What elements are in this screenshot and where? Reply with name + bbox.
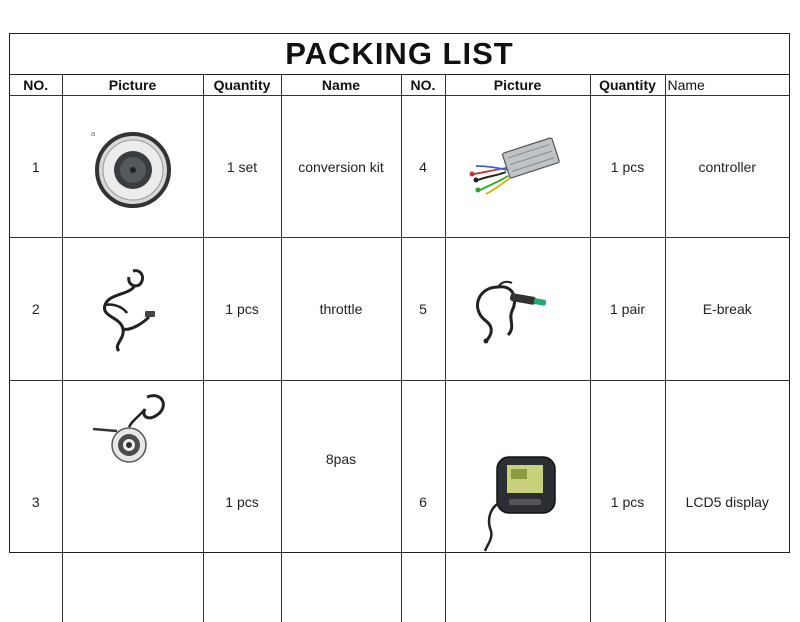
- header-row: [10, 75, 789, 96]
- item-no: 4: [401, 96, 445, 238]
- item-picture: [445, 96, 590, 238]
- header-no-right: NO.: [401, 75, 445, 96]
- throttle-icon: [83, 259, 183, 359]
- header-quantity: Quantity: [203, 75, 281, 96]
- item-no: 2: [10, 238, 62, 381]
- item-name: controller: [665, 96, 789, 238]
- item-picture: [445, 238, 590, 381]
- item-no: 1: [10, 96, 62, 238]
- item-quantity: 1 pcs: [590, 96, 665, 238]
- item-quantity: 1 pcs: [590, 381, 665, 622]
- header-name: Name: [281, 75, 401, 96]
- item-quantity: 1 pcs: [203, 381, 281, 622]
- item-name: throttle: [281, 238, 401, 381]
- item-quantity: 1 pair: [590, 238, 665, 381]
- item-name: LCD5 display: [665, 381, 789, 622]
- item-name: conversion kit: [281, 96, 401, 238]
- header-picture: Picture: [62, 75, 203, 96]
- table-row: [10, 381, 789, 622]
- controller-icon: [458, 132, 578, 202]
- item-picture: [62, 96, 203, 238]
- item-no: 6: [401, 381, 445, 622]
- brake-lever-icon: [458, 269, 578, 349]
- item-no: 3: [10, 381, 62, 622]
- header-picture-right: Picture: [445, 75, 590, 96]
- packing-list-table: [10, 75, 789, 622]
- page-title: PACKING LIST: [10, 34, 789, 75]
- header-quantity-right: Quantity: [590, 75, 665, 96]
- header-name-right: Name: [665, 75, 789, 96]
- header-no: NO.: [10, 75, 62, 96]
- item-quantity: 1 set: [203, 96, 281, 238]
- item-no: 5: [401, 238, 445, 381]
- table-row: [10, 238, 789, 381]
- lcd-display-icon: [463, 447, 573, 557]
- packing-list-sheet: [9, 33, 790, 553]
- item-picture: [62, 238, 203, 381]
- item-name: E-break: [665, 238, 789, 381]
- item-picture: [62, 381, 203, 622]
- pas-sensor-icon: [83, 387, 183, 467]
- item-picture: [445, 381, 590, 622]
- item-quantity: 1 pcs: [203, 238, 281, 381]
- item-name: 8pas: [281, 381, 401, 622]
- table-row: [10, 96, 789, 238]
- hub-motor-wheel-icon: [83, 122, 183, 212]
- svg-text:a: a: [91, 130, 95, 138]
